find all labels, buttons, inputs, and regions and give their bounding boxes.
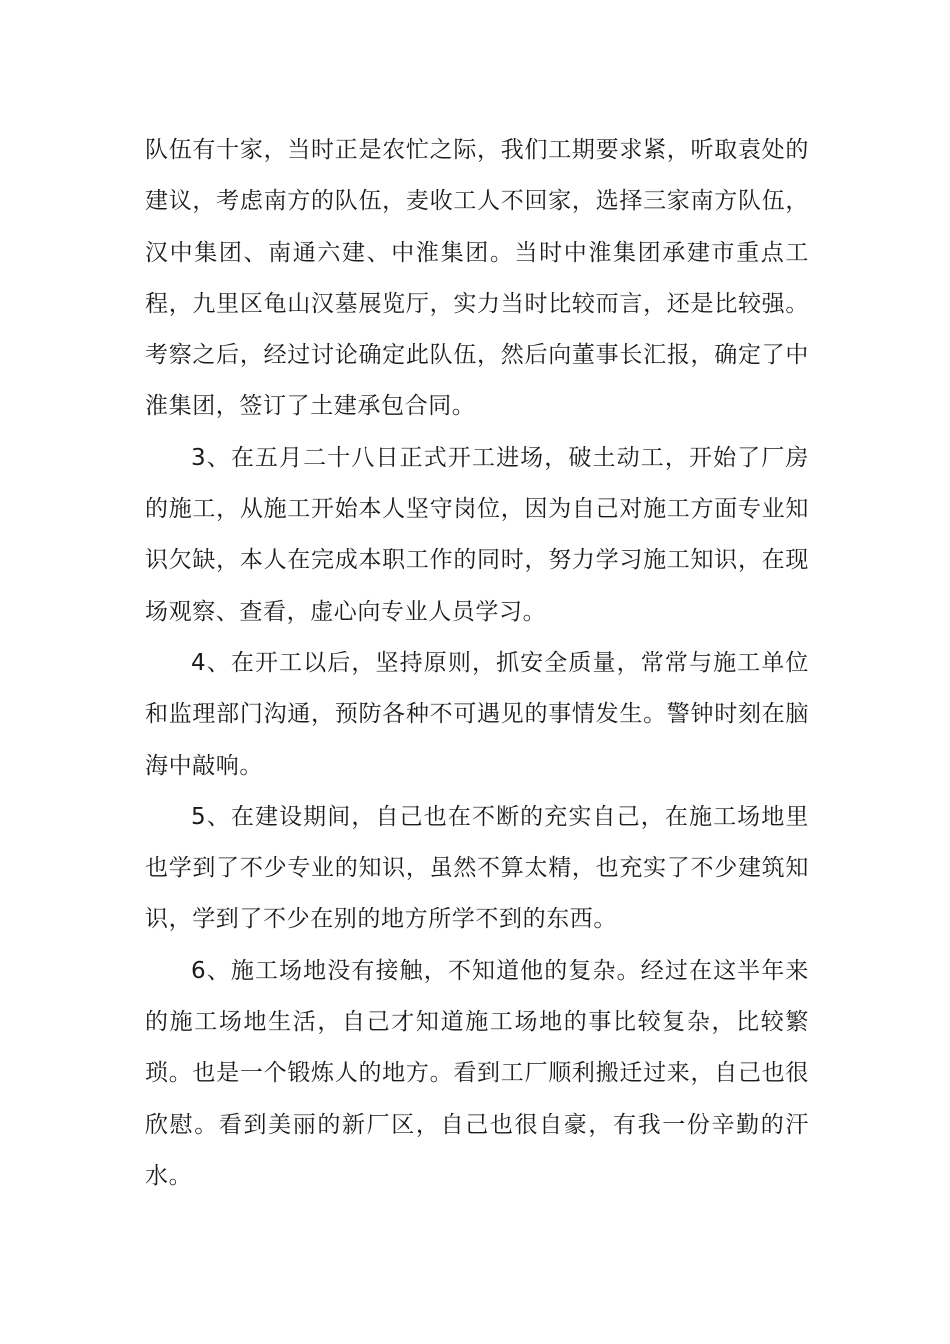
paragraph-item-4: 4、在开工以后，坚持原则，抓安全质量，常常与施工单位和监理部门沟通，预防各种不可遇见的事情发生。警钟时刻在脑海中敲响。 xyxy=(145,649,809,779)
document-body xyxy=(145,125,809,1202)
paragraph-item-6: 6、施工场地没有接触，不知道他的复杂。经过在这半年来的施工场地生活，自己才知道施工场地的事比较复杂，比较繁琐。也是一个锻炼人的地方。看到工厂顺利搬迁过来，自己也很欣慰。看到美丽的新厂区，自己也很自豪，有我一份辛勤的汗水。 xyxy=(145,957,809,1189)
paragraph-continued: 队伍有十家，当时正是农忙之际，我们工期要求紧，听取袁处的建议，考虑南方的队伍，麦收工人不回家，选择三家南方队伍，汉中集团、南通六建、中淮集团。当时中淮集团承建市重点工程，九里区龟山汉墓展览厅，实力当时比较而言，还是比较强。考察之后，经过讨论确定此队伍，然后向董事长汇报，确定了中淮集团，签订了土建承包合同。 xyxy=(145,137,809,420)
paragraph-item-5: 5、在建设期间，自己也在不断的充实自己，在施工场地里也学到了不少专业的知识，虽然不算太精，也充实了不少建筑知识，学到了不少在别的地方所学不到的东西。 xyxy=(145,803,809,933)
paragraph-item-3: 3、在五月二十八日正式开工进场，破土动工，开始了厂房的施工，从施工开始本人坚守岗位，因为自己对施工方面专业知识欠缺，本人在完成本职工作的同时，努力学习施工知识，在现场观察、查看，虚心向专业人员学习。 xyxy=(145,444,809,625)
